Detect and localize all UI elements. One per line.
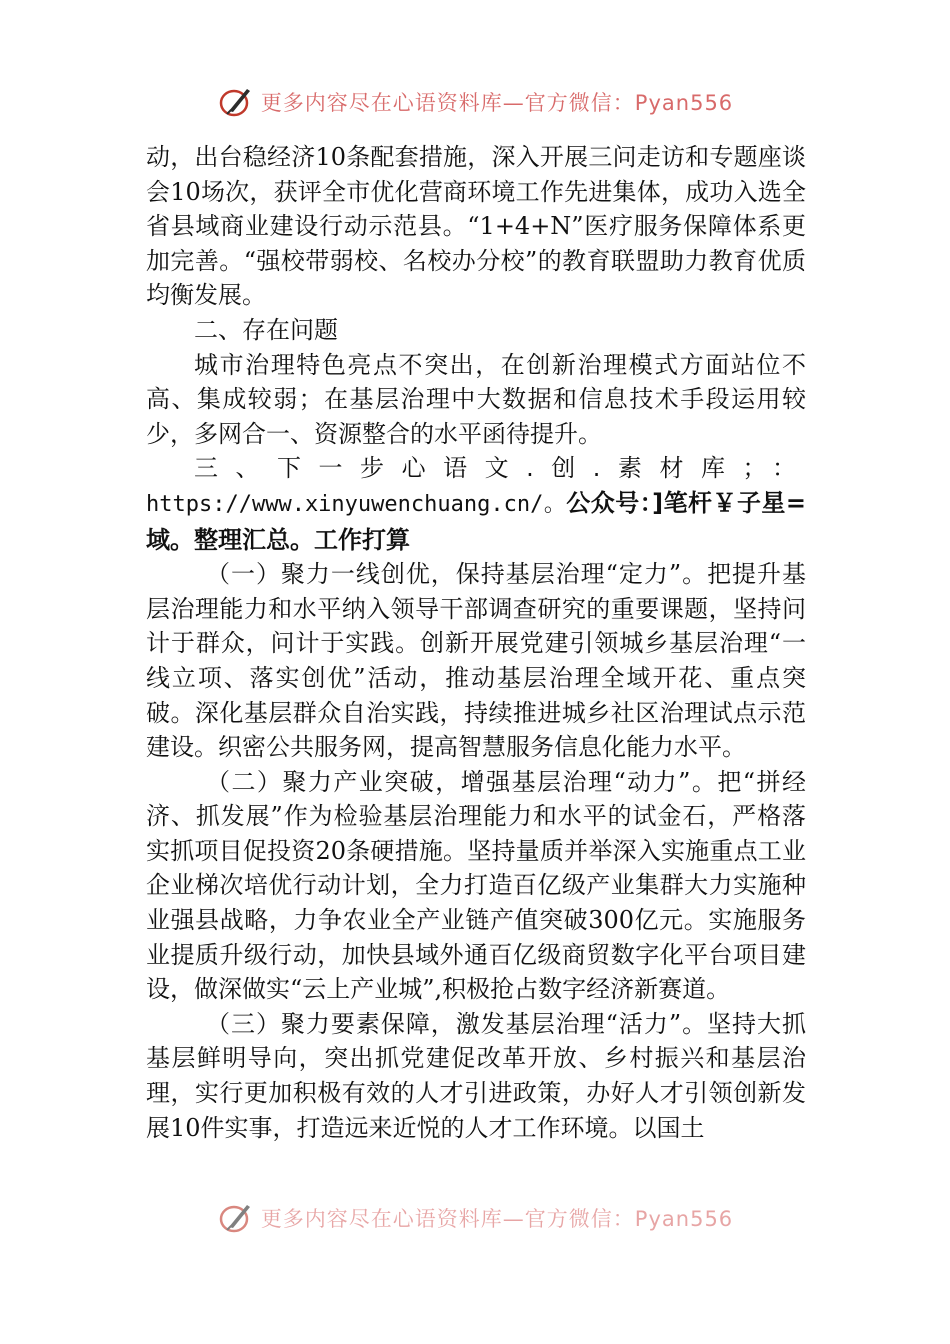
section-heading-plans	[146, 451, 806, 557]
footer-watermark-banner	[0, 1198, 950, 1238]
item-2-body: 把“拼经济、抓发展”作为检验基层治理能力和水平的试金石，严格落实抓项目促投资20条硬措施。坚持量质并举深入实施重点工业企业梯次培优行动计划，全力打造百亿级产业集群大力实施种业强县战略，力争农业全产业链产值突破300亿元。实施服务业提质升级行动，加快县域外通百亿级商贸数字化平台项目建设，做深做实“云上产业城”,积极抢占数字经济新赛道。	[146, 767, 806, 1004]
heading-plans-public: 公众号：]笔杆￥子星=域。整理汇总。工作打算	[146, 488, 806, 554]
section-heading-problems: 二、存在问题	[194, 315, 338, 344]
item-1-title: （一）聚力一线创优，保持基层治理“定力”。	[206, 560, 708, 589]
item-3-body: 坚持大抓基层鲜明导向，突出抓党建促改革开放、乡村振兴和基层治理，实行更加积极有效的人才引进政策，办好人才引领创新发展10件实事，打造远来近悦的人才工作环境。以国土	[146, 1009, 806, 1142]
paragraph-item-1	[146, 557, 806, 765]
item-2-title: （二）聚力产业突破，增强基层治理“动力”。	[206, 767, 718, 796]
item-3-title: （三）聚力要素保障，激发基层治理“活力”。	[206, 1009, 708, 1038]
item-1-body: 把提升基层治理能力和水平纳入领导干部调查研究的重要课题，坚持问计于群众，问计于实践。创新开展党建引领城乡基层治理“一线立项、落实创优”活动，推动基层治理全域开花、重点突破。深化基层群众自治实践，持续推进城乡社区治理试点示范建设。织密公共服务网，提高智慧服务信息化能力水平。	[146, 560, 806, 762]
quill-pen-circle-icon	[217, 85, 255, 119]
watermark-text: 更多内容尽在心语资料库—官方微信：Pyan556	[260, 91, 734, 115]
header-watermark-banner	[0, 82, 950, 122]
heading-plans-url: https://www.xinyuwenchuang.cn/。	[146, 491, 567, 517]
heading-plans-title: 三、下一步心语文.创.素材库；：	[194, 454, 806, 483]
paragraph-continuation: 动，出台稳经济10条配套措施，深入开展三问走访和专题座谈会10场次，获评全市优化营商环境工作先进集体，成功入选全省县域商业建设行动示范县。“1+4+N”医疗服务保障体系更加完善。“强校带弱校、名校办分校”的教育联盟助力教育优质均衡发展。	[146, 143, 806, 310]
watermark-text: 更多内容尽在心语资料库—官方微信：Pyan556	[260, 1207, 734, 1231]
quill-pen-circle-icon	[217, 1201, 255, 1235]
paragraph-item-3	[146, 1007, 806, 1145]
document-body	[146, 140, 806, 1145]
paragraph-problems: 城市治理特色亮点不突出，在创新治理模式方面站位不高、集成较弱；在基层治理中大数据和信息技术手段运用较少，多网合一、资源整合的水平函待提升。	[146, 350, 806, 448]
paragraph-item-2	[146, 765, 806, 1007]
